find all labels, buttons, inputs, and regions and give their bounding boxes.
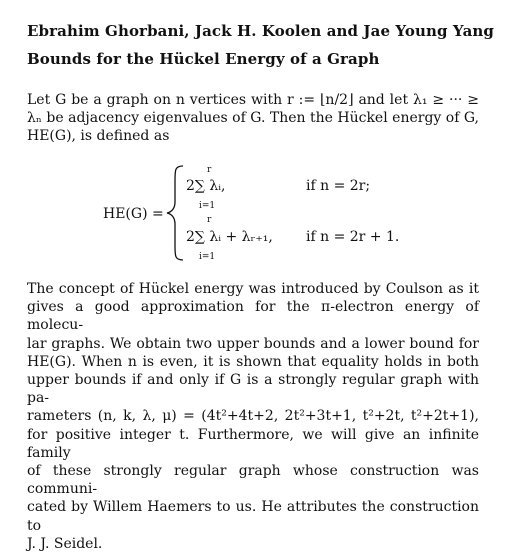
paragraph-line: gives a good approximation for the π-electron energy of molecu- [27,299,479,334]
paragraph-line: rameters (n, k, λ, μ) = (4t²+4t+2, 2t²+3t+1, t²+2t, t²+2t+1), [27,408,479,425]
paragraph-line: λₙ be adjacency eigenvalues of G. Then the Hückel energy of G, [27,110,479,127]
abstract-paragraph-1 [27,91,479,146]
author-list: Ebrahim Ghorbani, Jack H. Koolen and Jae Young Yang [27,22,494,40]
case1-condition: if n = 2r; [306,178,371,194]
paragraph-line: HE(G). When n is even, it is shown that equality holds in both [27,353,479,370]
paragraph-line: of these strongly regular graph whose construction was communi- [27,463,479,498]
paragraph-line: The concept of Hückel energy was introduced by Coulson as it [27,281,479,297]
sum-lower-limit: i=1 [199,201,216,211]
case-brace [167,166,183,260]
case2-expression: 2∑ λᵢ + λᵣ₊₁, [186,229,273,245]
huckel-energy-equation [0,158,505,268]
case2-condition: if n = 2r + 1. [306,229,400,245]
paragraph-line: lar graphs. We obtain two upper bounds and a lower bound for [27,335,479,352]
sum-upper-limit: r [207,215,212,225]
case1-expression: 2∑ λᵢ, [186,178,226,194]
equation-lhs: HE(G) = [103,206,164,222]
paragraph-line: J. J. Seidel. [27,535,103,552]
abstract-paragraph-2 [27,280,479,553]
paper-title: Bounds for the Hückel Energy of a Graph [27,50,380,68]
paragraph-line: upper bounds if and only if G is a strongly regular graph with pa- [27,372,479,407]
sum-upper-limit: r [207,165,212,175]
paragraph-line: for positive integer t. Furthermore, we will give an infinite family [27,426,479,461]
paragraph-line: cated by Willem Haemers to us. He attributes the construction to [27,499,479,534]
paragraph-line: Let G be a graph on n vertices with r := ⌊n/2⌋ and let λ₁ ≥ ··· ≥ [27,92,479,108]
sum-lower-limit: i=1 [199,252,216,262]
paragraph-line: HE(G), is defined as [27,128,170,145]
